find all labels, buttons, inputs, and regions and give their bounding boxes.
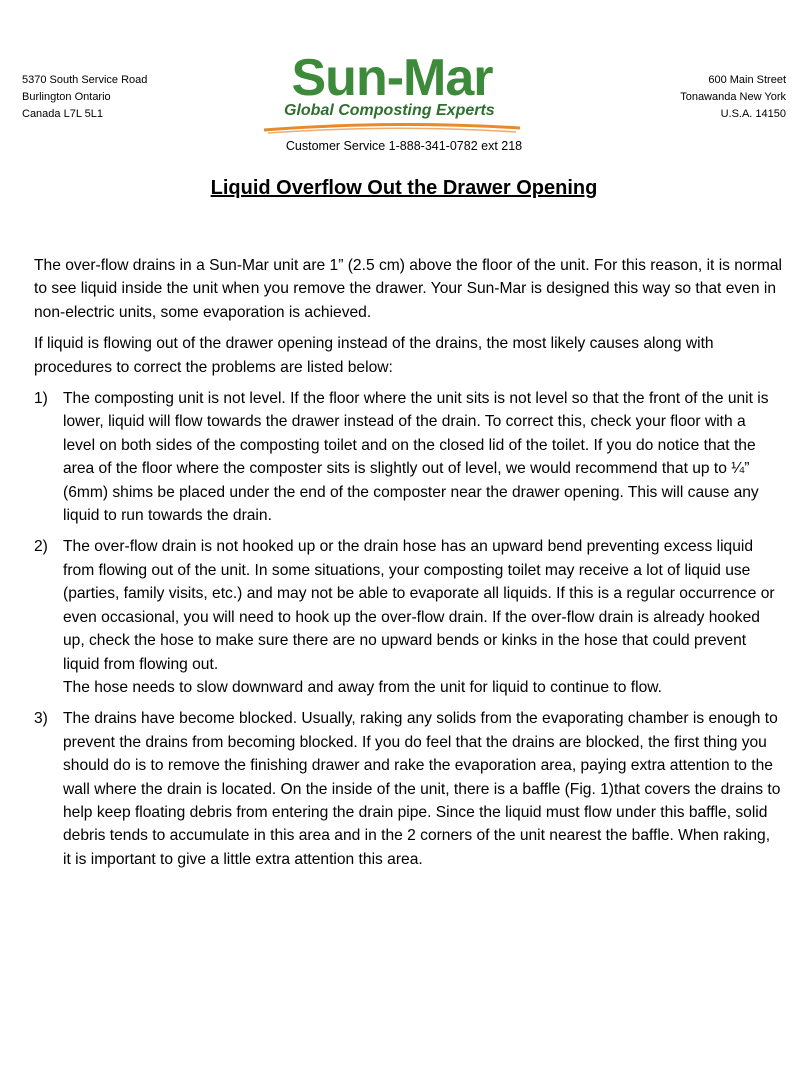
logo-tagline: Global Composting Experts <box>284 102 495 119</box>
left-address-line: Canada L7L 5L1 <box>22 108 103 120</box>
list-item-number: 3) <box>34 710 48 728</box>
left-address-line: Burlington Ontario <box>22 91 111 103</box>
right-address-line: U.S.A. 14150 <box>720 108 786 120</box>
list-item-text: The composting unit is not level. If the floor where the unit sits is not level so that the front of the unit is lower, liquid will flow towards the drawer instead of the drain. To correct this, check your floor with a level on both sides of the composting toilet and on the closed lid of the toilet. If you do notice that the area of the floor where the composter sits is slightly out of level, we would recommend that up to ¼” (6mm) shims be placed under the end of the composter near the drawer opening. This will cause any liquid to run towards the drain. <box>63 390 769 525</box>
intro-paragraph: If liquid is flowing out of the drawer opening instead of the drains, the most likely causes along with procedures to correct the problems are listed below: <box>34 335 714 376</box>
list-item-number: 1) <box>34 390 48 408</box>
right-address-line: Tonawanda New York <box>680 91 786 103</box>
logo-swoosh-icon <box>262 118 522 136</box>
list-item-text: The over-flow drain is not hooked up or the drain hose has an upward bend preventing excess liquid from flowing out of the unit. In some situations, your composting toilet may receive a lot of liquid use (parties, family visits, etc.) and may not be able to evaporate all liquids. If this is a regular occurrence or even occasional, you will need to hook up the over-flow drain. If the over-flow drain is already hooked up, check the hose to make sure there are no upward bends or kinks in the hose that could prevent liquid from flowing out. <box>63 538 775 673</box>
list-item-text: The hose needs to slow downward and away from the unit for liquid to continue to flow. <box>63 678 662 696</box>
sun-mar-logo <box>262 50 522 138</box>
list-item-text: The drains have become blocked. Usually, raking any solids from the evaporating chamber is enough to prevent the drains from becoming blocked. If you do feel that the drains are blocked, the first thing you should do is to remove the finishing drawer and rake the evaporation area, paying extra attention to the wall where the drain is located. On the inside of the unit, there is a baffle (Fig. 1)that covers the drains to help keep floating debris from entering the drain pipe. Since the liquid must flow under this baffle, solid debris tends to accumulate in this area and in the 2 corners of the unit nearest the baffle. When raking, it is important to give a little extra attention this area. <box>63 710 781 868</box>
right-address <box>680 72 786 123</box>
intro-paragraph: The over-flow drains in a Sun-Mar unit are 1” (2.5 cm) above the floor of the unit. For this reason, it is normal to see liquid inside the unit when you remove the drawer. Your Sun-Mar is designed this way so that even in non-electric units, some evaporation is achieved. <box>34 257 782 321</box>
list-item <box>34 535 782 699</box>
list-item <box>34 707 782 871</box>
left-address-line: 5370 South Service Road <box>22 74 148 86</box>
document-body <box>34 254 782 879</box>
list-item-number: 2) <box>34 538 48 556</box>
right-address-line: 600 Main Street <box>708 74 786 86</box>
left-address <box>22 72 147 123</box>
customer-service-line: Customer Service 1-888-341-0782 ext 218 <box>285 139 523 153</box>
page-title: Liquid Overflow Out the Drawer Opening <box>210 177 598 199</box>
logo-brand-text: Sun-Mar <box>291 49 493 107</box>
list-item <box>34 387 782 527</box>
